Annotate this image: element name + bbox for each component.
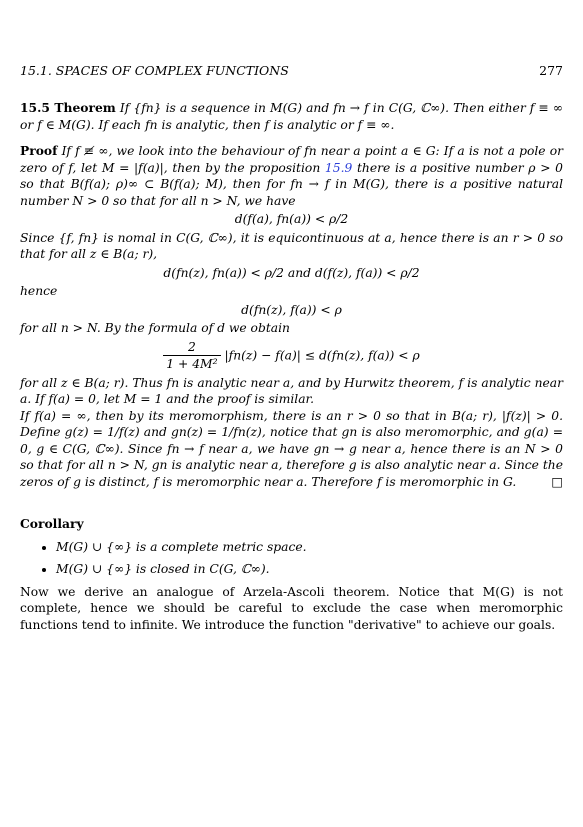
proof-paragraph-5: for all z ∈ B(a; r). Thus fn is analytic near a, and by Hurwitz theorem, f is analytic near a. If f(a) = 0, let M = 1 and the proof is similar. — [20, 375, 563, 406]
proof-paragraph-4: for all n > N. By the formula of d we obtain — [20, 321, 290, 335]
proof-paragraph-2: Since {f, fn} is nomal in C(G, ℂ∞), it is equicontinuous at a, hence there is an r > 0 so that for all z ∈ B(a; r), — [20, 230, 563, 261]
corollary-item: • M(G) ∪ {∞} is a complete metric space. — [56, 539, 563, 556]
equation-4-fraction: $\frac{2}{\text{1 + 4M²}}$ — [163, 339, 220, 373]
proposition-link[interactable]: 15.9 — [324, 160, 353, 175]
corollary-item: • M(G) ∪ {∞} is closed in C(G, ℂ∞). — [56, 561, 563, 578]
equation-1: d(f(a), fn(a)) < ρ/2 — [234, 212, 349, 226]
proof-paragraph-6: If f(a) = ∞, then by its meromorphism, there is an r > 0 so that in B(a; r), |f(z)| > 0. Define g(z) = 1/f(z) and gn(z) = 1/fn(z), notice that gn is also meromorphic, and g(a) = 0, g ∈ C(G, ℂ∞). Since fn → f near a, we have gn → g near a, hence there is an N > 0 so that for all n > N, gn is analytic near a, therefore g is also analytic near a. Since the zeros of g is distinct, f is meromorphic near a. Therefore f is meromorphic in G. □ — [20, 408, 563, 489]
qed-symbol: □ — [551, 474, 563, 489]
equation-3: d(fn(z), f(a)) < ρ — [241, 302, 342, 317]
theorem-statement: If {fn} is a sequence in M(G) and fn → f in C(G, ℂ∞). Then either f ≡ ∞ or f ∈ M(G). If each fn is analytic, then f is analytic or f ≡ ∞. — [20, 101, 563, 132]
section-title: 15.1. SPACES OF COMPLEX FUNCTIONS — [20, 63, 289, 78]
corollary-title: Corollary — [20, 516, 84, 531]
equation-2: d(fn(z), fn(a)) < ρ/2 and d(f(z), f(a)) < ρ/2 — [163, 265, 420, 280]
page-body — [20, 100, 563, 633]
page-number: 277 — [539, 63, 563, 78]
theorem-label: 15.5 Theorem — [20, 100, 116, 115]
equation-4: $\frac{2}{\text{1 + 4M²}}$ |fn(z) − f(a)| ≤ d(fn(z), f(a)) < ρ — [20, 339, 563, 373]
proof-label: Proof — [20, 143, 58, 158]
theorem — [20, 100, 563, 133]
proof-paragraph-1: Proof If f ≢ ∞, we look into the behaviour of fn near a point a ∈ G: If a is not a pole or zero of f, let M = |f(a)|, then by the proposition 15.9 there is a positive number ρ > 0 so that B(f(a); ρ)∞ ⊂ B(f(a); M), then for fn → f in M(G), there is a positive natural number N > 0 so that for all n > N, we have — [20, 143, 563, 208]
running-header — [20, 63, 563, 78]
proof-paragraph-3: hence — [20, 284, 58, 298]
closing-paragraph: Now we derive an analogue of Arzela-Ascoli theorem. Notice that M(G) is not complete, hence we should be careful to exclude the case when meromorphic functions tend to infinite. We introduce the function "derivative" to achieve our goals. — [20, 584, 563, 632]
corollary-list — [20, 539, 563, 578]
